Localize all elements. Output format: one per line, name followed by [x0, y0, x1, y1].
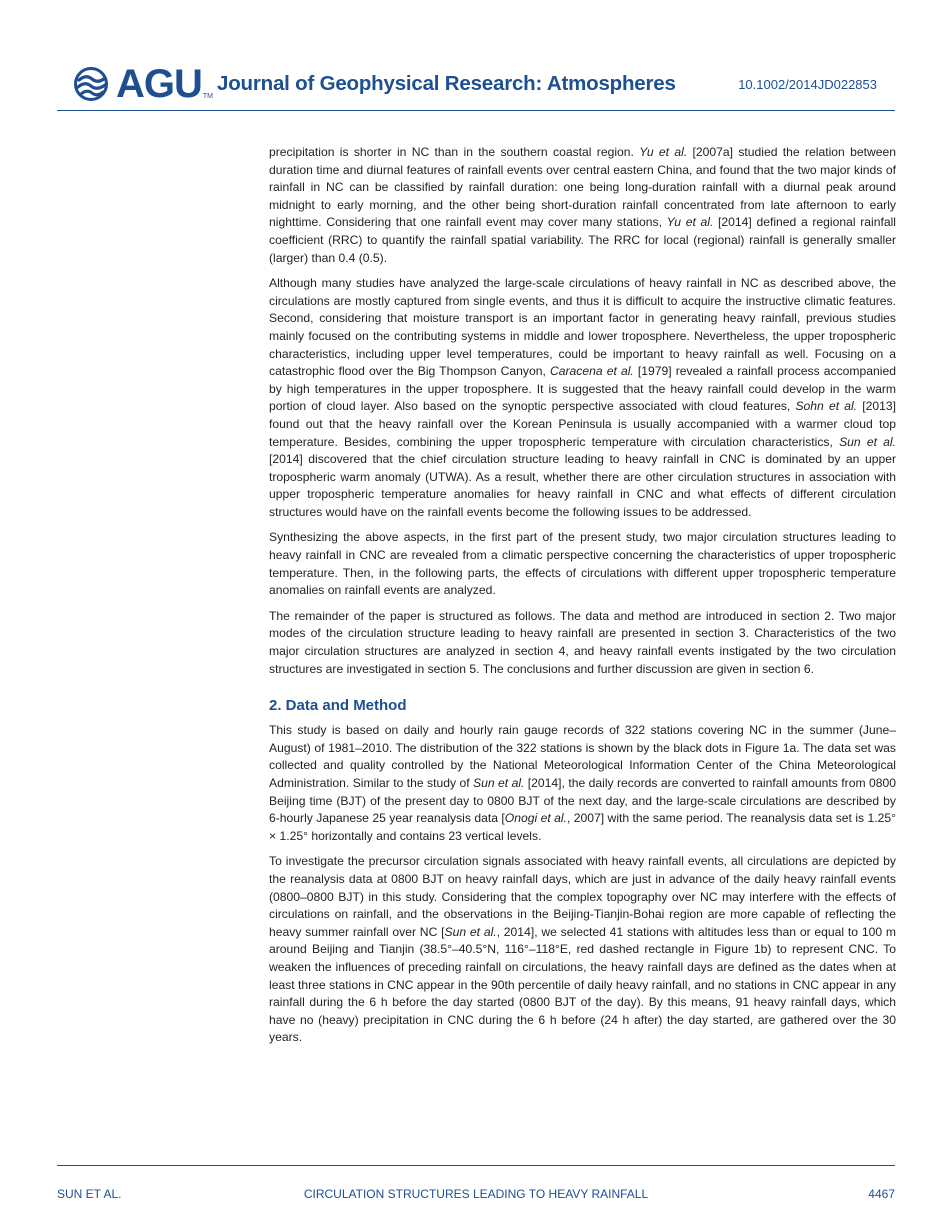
journal-title[interactable]: Journal of Geophysical Research: Atmospheres: [217, 72, 676, 95]
footer-running-title: CIRCULATION STRUCTURES LEADING TO HEAVY RAINFALL: [303, 1187, 649, 1201]
paragraph: precipitation is shorter in NC than in the southern coastal region. Yu et al. [2007a] studied the relation between duration time and diurnal features of rainfall events over central eastern China, and found that the two major kinds of rainfall in NC can be classified by rainfall duration: one being long-duration rainfall with a diurnal peak around midnight to early morning, and the other being short-duration rainfall concentrated from late afternoon to early nighttime. Considering that one rainfall event may cover many stations, Yu et al. [2014] defined a regional rainfall coefficient (RRC) to quantify the rainfall spatial variability. The RRC for local (regional) rainfall is generally smaller (larger) than 0.4 (0.5).: [269, 145, 897, 265]
agu-logo[interactable]: [74, 62, 213, 106]
doi-link[interactable]: 10.1002/2014JD022853: [738, 77, 877, 92]
citation[interactable]: Yu et al.: [639, 145, 688, 159]
page-number: 4467: [868, 1187, 895, 1201]
article-body: [269, 144, 896, 1047]
logo-text: AGU: [116, 62, 202, 106]
paragraph: Although many studies have analyzed the large-scale circulations of heavy rainfall in NC as described above, the circulations are mostly captured from single events, and thus it is difficult to acquire the instructive climatic features. Second, considering that moisture transport is an important factor in generating heavy rainfall, previous studies mainly focused on the contributing systems in middle and lower troposphere. Nevertheless, the upper tropospheric characteristics, including upper level temperatures, could be important to heavy rainfall as well. Focusing on a catastrophic flood over the Big Thompson Canyon, Caracena et al. [1979] revealed a rainfall process accompanied by high temperatures in the upper troposphere. It is suggested that the heavy rainfall could develop in the warm portion of cloud layer. Also based on the synoptic perspective associated with cloud features, Sohn et al. [2013] found out that the heavy rainfall over the Korean Peninsula is usually accompanied with a warmer cloud top temperature. Besides, combining the upper tropospheric temperature with circulation characteristics, Sun et al. [2014] discovered that the chief circulation structure leading to heavy rainfall in CNC is dominated by an upper tropospheric warm anomaly (UTWA). As a result, whether there are other circulation structures in association with upper tropospheric temperature anomalies for heavy rainfall in CNC and what effects of different circulation structures would have on the rainfall events become the following issues to be addressed.: [269, 276, 896, 519]
paragraph: The remainder of the paper is structured as follows. The data and method are introduced in section 2. Two major modes of the circulation structure leading to heavy rainfall are presented in section 3. Characteristics of the two major circulation structures are analyzed in section 4, and heavy rainfall events instigated by the two circulation structures are investigated in section 5. The conclusions and further discussion are given in section 6.: [269, 608, 896, 676]
citation[interactable]: Sun et al.: [839, 434, 896, 449]
citation[interactable]: Yu et al.: [666, 215, 714, 230]
agu-globe-icon: [74, 67, 114, 101]
paragraph: To investigate the precursor circulation signals associated with heavy rainfall events, all circulations are depicted by the reanalysis data at 0800 BJT on heavy rainfall days, which are just in advance of the daily heavy rainfall events (0800–0800 BJT) in this study. Considering that the complex topography over NC may interfere with the effects of circulations on rainfall, and the observations in the Beijing-Tianjin-Bohai region are more capable of reflecting the heavy summer rainfall over NC [Sun et al., 2014], we selected 41 stations with altitudes less than or equal to 100 m around Beijing and Tianjin (38.5°–40.5°N, 116°–118°E, red dashed rectangle in Figure 1b) to represent CNC. To weaken the influences of preceding rainfall on circulations, the heavy rainfall days are defined as the dates when at least three stations in CNC appear in the 90th percentile of daily heavy rainfall, and no stations in CNC appear in any rainfall during the 6 h before the day started (0800 BJT of the day). By this means, 91 heavy rainfall days, which have no (heavy) precipitation in CNC during the 6 h before (24 h after) the day started, are gathered over the 30 years.: [269, 854, 896, 1045]
footer-authors: SUN ET AL.: [57, 1187, 122, 1201]
citation[interactable]: Sohn et al.: [795, 399, 858, 414]
journal-header: [57, 62, 895, 112]
section-heading: 2. Data and Method: [269, 697, 407, 715]
citation[interactable]: Sun et al.: [473, 776, 525, 790]
citation[interactable]: Caracena et al.: [549, 364, 634, 379]
logo-trademark: TM: [202, 93, 213, 100]
citation[interactable]: Sun et al.: [444, 924, 497, 939]
header-divider: [57, 110, 895, 111]
footer-divider: [57, 1165, 895, 1166]
paragraph: Synthesizing the above aspects, in the first part of the present study, two major circulation structures leading to heavy rainfall in CNC are revealed from a climatic perspective concerning the characteristics of upper tropospheric temperature. Then, in the following parts, the effects of circulations with different upper tropospheric temperature anomalies on rainfall events are analyzed.: [269, 530, 896, 598]
citation[interactable]: Onogi et al.: [504, 811, 567, 826]
paragraph: This study is based on daily and hourly rain gauge records of 322 stations covering NC in the summer (June–August) of 1981–2010. The distribution of the 322 stations is shown by the black dots in Figure 1a. The data set was collected and quality controlled by the National Meteorological Information Center of the China Meteorological Administration. Similar to the study of Sun et al. [2014], the daily records are converted to rainfall amounts from 0800 Beijing time (BJT) of the present day to 0800 BJT of the next day, and the large-scale circulations are described by 6-hourly Japanese 25 year reanalysis data [Onogi et al., 2007] with the same period. The reanalysis data set is 1.25° × 1.25° horizontally and contains 23 vertical levels.: [269, 723, 896, 843]
